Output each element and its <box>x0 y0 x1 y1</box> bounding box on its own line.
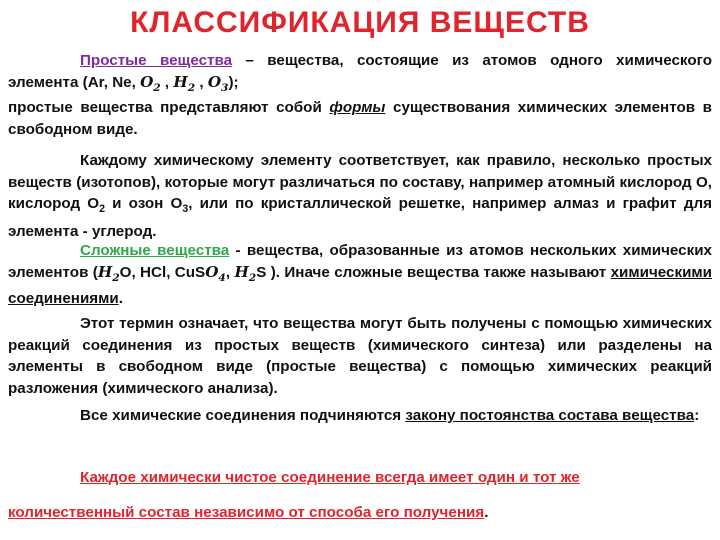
term-complex-substances: Сложные вещества <box>80 242 230 259</box>
subscript: 2 <box>99 203 105 216</box>
formula-h2: $H_2$ <box>173 72 196 94</box>
allotropes-end: , или по кристаллической решетке, например алмаз и графит для элемента - углерод. <box>8 195 712 240</box>
term-meaning-text: Этот термин означает, что вещества могут быть получены с помощью химических реакций соединения из простых веществ (химического синтеза) или разделены на элементы в свободном виде (простые вещества) с помощью химических реакций разложения (химического анализа). <box>8 315 712 397</box>
term-chemical-compounds: химическими соединениями <box>8 263 712 308</box>
simple-definition-end: ); <box>228 73 239 91</box>
paragraph-forms <box>8 97 712 140</box>
law-of-constant-composition: закону постоянства состава вещества <box>405 407 695 424</box>
separator: , <box>160 73 174 91</box>
simple-definition: – вещества, состоящие из атомов одного химического элемента (Ar, Ne, <box>8 52 712 91</box>
allotropes-mid: и озон О <box>105 195 183 212</box>
law-start: Все химические соединения подчиняются <box>80 407 406 424</box>
law-statement-line-2 <box>8 502 712 524</box>
separator: , <box>225 263 235 281</box>
formula-h2: $H_2$ <box>97 262 120 284</box>
paragraph-complex-substances <box>8 240 712 310</box>
term-simple-substances: Простые вещества <box>80 52 233 69</box>
law-statement-text: Каждое химически чистое соединение всегда имеет один и тот же <box>80 469 580 486</box>
period: . <box>484 504 489 521</box>
allotropes-text: Каждому химическому элементу соответствует, как правило, несколько простых веществ (изотопов), которые могут различаться по составу, например атомный кислород О, кислород О <box>8 152 712 212</box>
formula-text: O, HCl, CuS <box>119 263 206 281</box>
formula-o4: $O_4$ <box>205 262 226 284</box>
separator: , <box>195 73 208 91</box>
law-statement-line-1 <box>8 467 712 489</box>
formula-o3: $O_3$ <box>207 72 229 94</box>
law-statement-text: количественный состав независимо от способа его получения <box>8 504 485 521</box>
paragraph-law <box>8 405 712 427</box>
complex-definition-end: S ). Иначе сложные вещества также называют <box>256 263 611 281</box>
formula-o2: $O_2$ <box>140 72 161 94</box>
forms-rest: существования химических элементов в свободном виде. <box>8 99 712 138</box>
page-title: КЛАССИФИКАЦИЯ ВЕЩЕСТВ <box>130 6 590 39</box>
law-colon: : <box>694 407 700 424</box>
word-forms: формы <box>329 99 386 116</box>
complex-definition: - вещества, образованные из атомов нескольких химических элементов ( <box>8 242 712 281</box>
paragraph-term-meaning <box>8 313 712 399</box>
period: . <box>118 290 123 308</box>
forms-start: простые вещества представляют собой <box>8 99 330 116</box>
paragraph-simple-substances <box>8 50 712 98</box>
paragraph-allotropes <box>8 150 712 242</box>
subscript: 3 <box>182 203 189 216</box>
formula-h2s: $H_2$ <box>234 262 257 284</box>
